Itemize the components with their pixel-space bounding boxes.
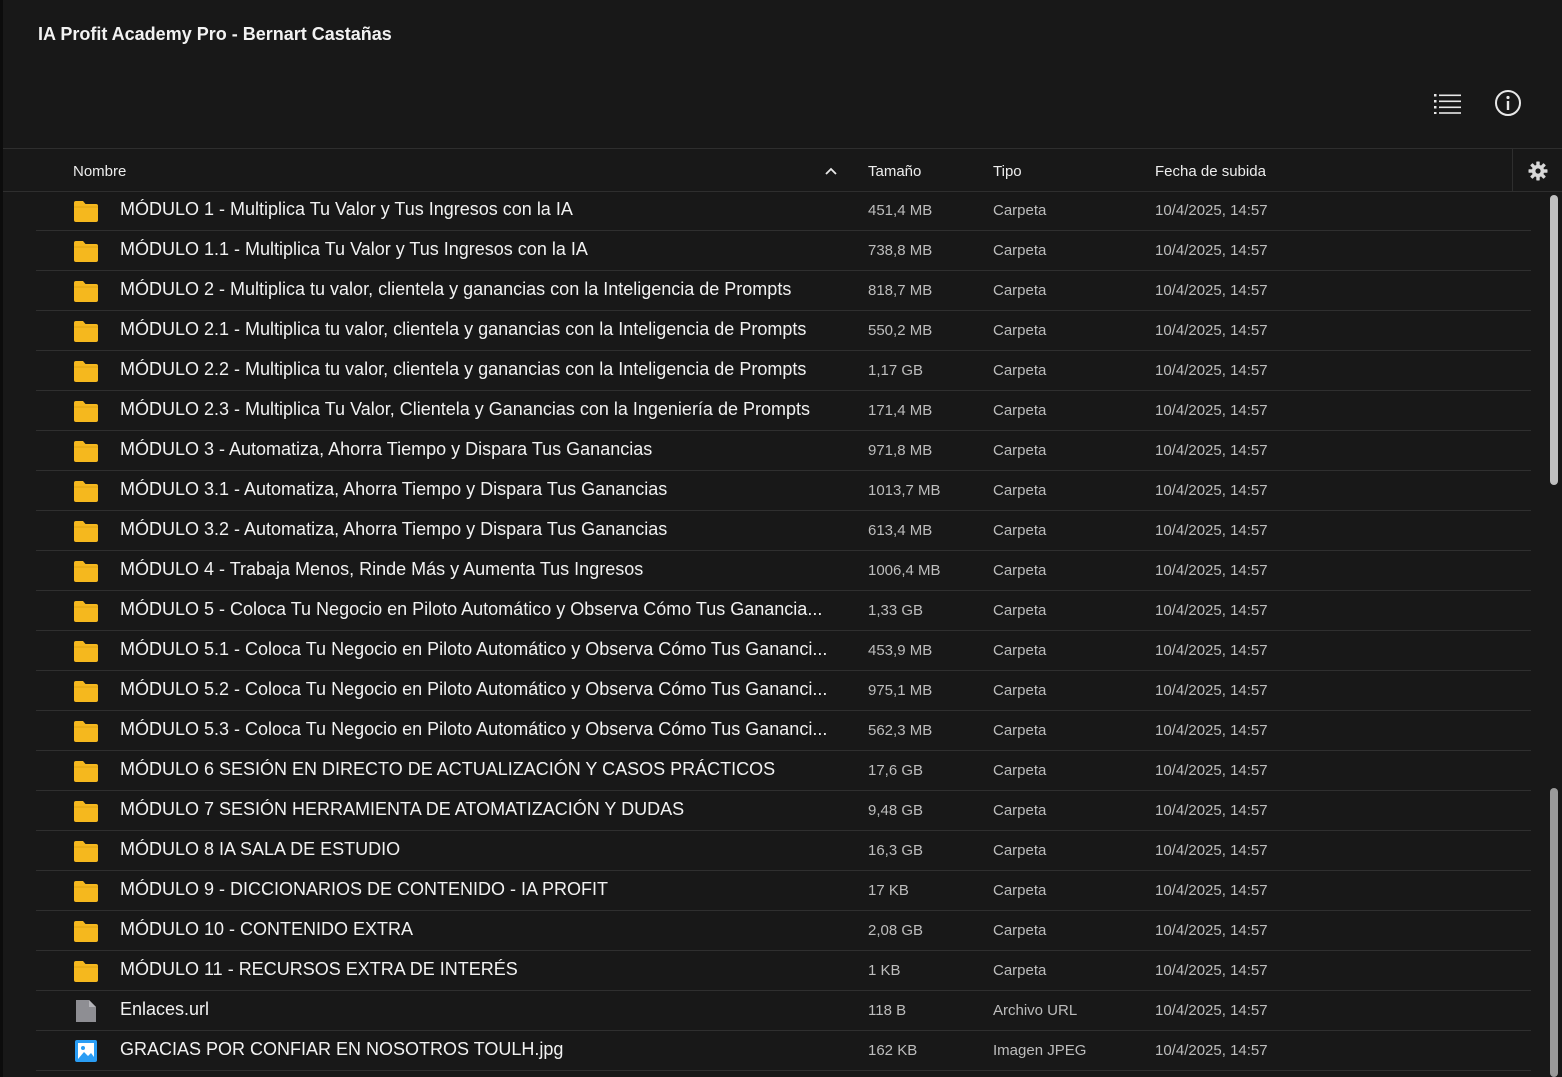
file-row[interactable] — [36, 591, 1531, 631]
folder-icon — [73, 639, 99, 663]
folder-icon — [73, 279, 99, 303]
file-size: 562,3 MB — [868, 722, 933, 739]
file-row[interactable] — [36, 871, 1531, 911]
folder-icon — [73, 559, 99, 583]
file-row[interactable] — [36, 671, 1531, 711]
folder-icon — [73, 719, 99, 743]
file-row[interactable] — [36, 711, 1531, 751]
file-name: MÓDULO 2 - Multiplica tu valor, clientela y ganancias con la Inteligencia de Prompts — [120, 279, 792, 299]
file-date: 10/4/2025, 14:57 — [1155, 402, 1268, 419]
file-name: MÓDULO 5.2 - Coloca Tu Negocio en Piloto Automático y Observa Cómo Tus Gananci... — [120, 679, 828, 699]
folder-icon — [73, 599, 99, 623]
column-settings-button[interactable] — [1512, 149, 1562, 192]
file-name: MÓDULO 9 - DICCIONARIOS DE CONTENIDO - IA PROFIT — [120, 879, 609, 899]
file-size: 9,48 GB — [868, 802, 924, 819]
file-name: MÓDULO 7 SESIÓN HERRAMIENTA DE ATOMATIZACIÓN Y DUDAS — [120, 799, 685, 819]
file-name: GRACIAS POR CONFIAR EN NOSOTROS TOULH.jpg — [120, 1039, 564, 1059]
folder-icon — [73, 759, 99, 783]
info-icon — [1494, 89, 1522, 117]
page-title: IA Profit Academy Pro - Bernart Castañas — [38, 24, 392, 44]
folder-icon — [73, 799, 99, 823]
file-type: Carpeta — [993, 802, 1047, 819]
file-row[interactable] — [36, 751, 1531, 791]
sort-ascending-icon[interactable] — [824, 164, 838, 178]
file-row[interactable] — [36, 791, 1531, 831]
file-name: MÓDULO 2.1 - Multiplica tu valor, clientela y ganancias con la Inteligencia de Prompts — [120, 319, 807, 339]
file-name: MÓDULO 11 - RECURSOS EXTRA DE INTERÉS — [120, 959, 518, 979]
file-type: Carpeta — [993, 242, 1047, 259]
file-date: 10/4/2025, 14:57 — [1155, 842, 1268, 859]
file-type: Carpeta — [993, 602, 1047, 619]
file-date: 10/4/2025, 14:57 — [1155, 442, 1268, 459]
file-date: 10/4/2025, 14:57 — [1155, 1002, 1268, 1019]
file-type: Carpeta — [993, 522, 1047, 539]
file-date: 10/4/2025, 14:57 — [1155, 242, 1268, 259]
file-date: 10/4/2025, 14:57 — [1155, 962, 1268, 979]
file-row[interactable] — [36, 831, 1531, 871]
file-size: 1006,4 MB — [868, 562, 941, 579]
file-row[interactable] — [36, 1031, 1531, 1071]
file-name: MÓDULO 5.1 - Coloca Tu Negocio en Piloto Automático y Observa Cómo Tus Gananci... — [120, 639, 828, 659]
file-row[interactable] — [36, 951, 1531, 991]
file-size: 118 B — [868, 1002, 907, 1019]
file-date: 10/4/2025, 14:57 — [1155, 562, 1268, 579]
file-name: MÓDULO 2.3 - Multiplica Tu Valor, Clientela y Ganancias con la Ingeniería de Prompts — [120, 399, 810, 419]
folder-icon — [73, 679, 99, 703]
file-size: 1,33 GB — [868, 602, 924, 619]
image-file-icon — [73, 1039, 99, 1063]
file-size: 613,4 MB — [868, 522, 933, 539]
file-name: MÓDULO 3.2 - Automatiza, Ahorra Tiempo y Dispara Tus Ganancias — [120, 519, 668, 539]
file-date: 10/4/2025, 14:57 — [1155, 482, 1268, 499]
folder-icon — [73, 199, 99, 223]
file-row[interactable] — [36, 311, 1531, 351]
folder-icon — [73, 319, 99, 343]
file-type: Carpeta — [993, 922, 1047, 939]
file-size: 818,7 MB — [868, 282, 933, 299]
file-size: 453,9 MB — [868, 642, 933, 659]
file-date: 10/4/2025, 14:57 — [1155, 522, 1268, 539]
file-row[interactable] — [36, 471, 1531, 511]
file-type: Carpeta — [993, 202, 1047, 219]
file-date: 10/4/2025, 14:57 — [1155, 802, 1268, 819]
file-size: 975,1 MB — [868, 682, 933, 699]
vertical-scrollbar[interactable] — [1549, 193, 1559, 1077]
file-type: Carpeta — [993, 402, 1047, 419]
folder-icon — [73, 479, 99, 503]
file-date: 10/4/2025, 14:57 — [1155, 682, 1268, 699]
column-header-date[interactable]: Fecha de subida — [1155, 163, 1266, 180]
file-date: 10/4/2025, 14:57 — [1155, 202, 1268, 219]
file-name: MÓDULO 1.1 - Multiplica Tu Valor y Tus Ingresos con la IA — [120, 239, 588, 259]
folder-icon — [73, 839, 99, 863]
file-size: 171,4 MB — [868, 402, 933, 419]
file-type: Archivo URL — [993, 1002, 1078, 1019]
file-type: Carpeta — [993, 722, 1047, 739]
column-header-name[interactable]: Nombre — [73, 163, 127, 180]
file-row[interactable] — [36, 631, 1531, 671]
file-name: Enlaces.url — [120, 999, 210, 1019]
file-size: 17,6 GB — [868, 762, 924, 779]
file-size: 2,08 GB — [868, 922, 924, 939]
file-row[interactable] — [36, 551, 1531, 591]
file-size: 162 KB — [868, 1042, 918, 1059]
gear-icon — [1528, 161, 1548, 181]
file-size: 17 KB — [868, 882, 909, 899]
file-type: Carpeta — [993, 642, 1047, 659]
folder-icon — [73, 359, 99, 383]
file-icon — [73, 999, 99, 1023]
file-type: Carpeta — [993, 482, 1047, 499]
file-size: 1013,7 MB — [868, 482, 941, 499]
file-name: MÓDULO 4 - Trabaja Menos, Rinde Más y Aumenta Tus Ingresos — [120, 559, 644, 579]
file-name: MÓDULO 5.3 - Coloca Tu Negocio en Piloto Automático y Observa Cómo Tus Gananci... — [120, 719, 828, 739]
scrollbar-track-segment — [1550, 788, 1558, 1077]
file-list — [36, 191, 1531, 1077]
file-type: Carpeta — [993, 762, 1047, 779]
file-row[interactable] — [36, 231, 1531, 271]
file-type: Carpeta — [993, 282, 1047, 299]
column-header-type[interactable]: Tipo — [993, 163, 1022, 180]
folder-icon — [73, 959, 99, 983]
file-size: 971,8 MB — [868, 442, 933, 459]
folder-icon — [73, 879, 99, 903]
file-row[interactable] — [36, 191, 1531, 231]
file-date: 10/4/2025, 14:57 — [1155, 1042, 1268, 1059]
folder-icon — [73, 399, 99, 423]
file-date: 10/4/2025, 14:57 — [1155, 882, 1268, 899]
file-row[interactable] — [36, 391, 1531, 431]
file-name: MÓDULO 1 - Multiplica Tu Valor y Tus Ingresos con la IA — [120, 199, 573, 219]
file-type: Carpeta — [993, 322, 1047, 339]
file-date: 10/4/2025, 14:57 — [1155, 722, 1268, 739]
folder-icon — [73, 439, 99, 463]
folder-icon — [73, 519, 99, 543]
file-type: Imagen JPEG — [993, 1042, 1087, 1059]
file-name: MÓDULO 8 IA SALA DE ESTUDIO — [120, 839, 401, 859]
file-date: 10/4/2025, 14:57 — [1155, 642, 1268, 659]
file-size: 16,3 GB — [868, 842, 924, 859]
file-name: MÓDULO 3.1 - Automatiza, Ahorra Tiempo y Dispara Tus Ganancias — [120, 479, 668, 499]
file-row[interactable] — [36, 511, 1531, 551]
file-date: 10/4/2025, 14:57 — [1155, 762, 1268, 779]
column-header-size[interactable]: Tamaño — [868, 163, 922, 180]
file-type: Carpeta — [993, 682, 1047, 699]
list-view-icon — [1434, 92, 1462, 114]
file-type: Carpeta — [993, 842, 1047, 859]
file-row[interactable] — [36, 911, 1531, 951]
file-size: 550,2 MB — [868, 322, 933, 339]
folder-icon — [73, 239, 99, 263]
file-date: 10/4/2025, 14:57 — [1155, 362, 1268, 379]
file-date: 10/4/2025, 14:57 — [1155, 322, 1268, 339]
file-row[interactable] — [36, 431, 1531, 471]
file-size: 738,8 MB — [868, 242, 933, 259]
file-size: 1,17 GB — [868, 362, 924, 379]
file-name: MÓDULO 6 SESIÓN EN DIRECTO DE ACTUALIZACIÓN Y CASOS PRÁCTICOS — [120, 759, 776, 779]
file-date: 10/4/2025, 14:57 — [1155, 282, 1268, 299]
file-type: Carpeta — [993, 442, 1047, 459]
list-view-button[interactable] — [1431, 86, 1465, 120]
file-size: 1 KB — [868, 962, 901, 979]
info-button[interactable] — [1491, 86, 1525, 120]
file-date: 10/4/2025, 14:57 — [1155, 602, 1268, 619]
folder-icon — [73, 919, 99, 943]
file-type: Carpeta — [993, 962, 1047, 979]
file-name: MÓDULO 2.2 - Multiplica tu valor, clientela y ganancias con la Inteligencia de Prompts — [120, 359, 807, 379]
scrollbar-thumb[interactable] — [1550, 195, 1558, 485]
column-header-row — [3, 148, 1562, 192]
file-size: 451,4 MB — [868, 202, 933, 219]
file-type: Carpeta — [993, 362, 1047, 379]
file-date: 10/4/2025, 14:57 — [1155, 922, 1268, 939]
file-name: MÓDULO 10 - CONTENIDO EXTRA — [120, 919, 414, 939]
file-row[interactable] — [36, 351, 1531, 391]
file-name: MÓDULO 5 - Coloca Tu Negocio en Piloto Automático y Observa Cómo Tus Ganancia... — [120, 599, 823, 619]
file-type: Carpeta — [993, 882, 1047, 899]
file-row[interactable] — [36, 271, 1531, 311]
file-type: Carpeta — [993, 562, 1047, 579]
file-row[interactable] — [36, 991, 1531, 1031]
file-name: MÓDULO 3 - Automatiza, Ahorra Tiempo y Dispara Tus Ganancias — [120, 439, 653, 459]
